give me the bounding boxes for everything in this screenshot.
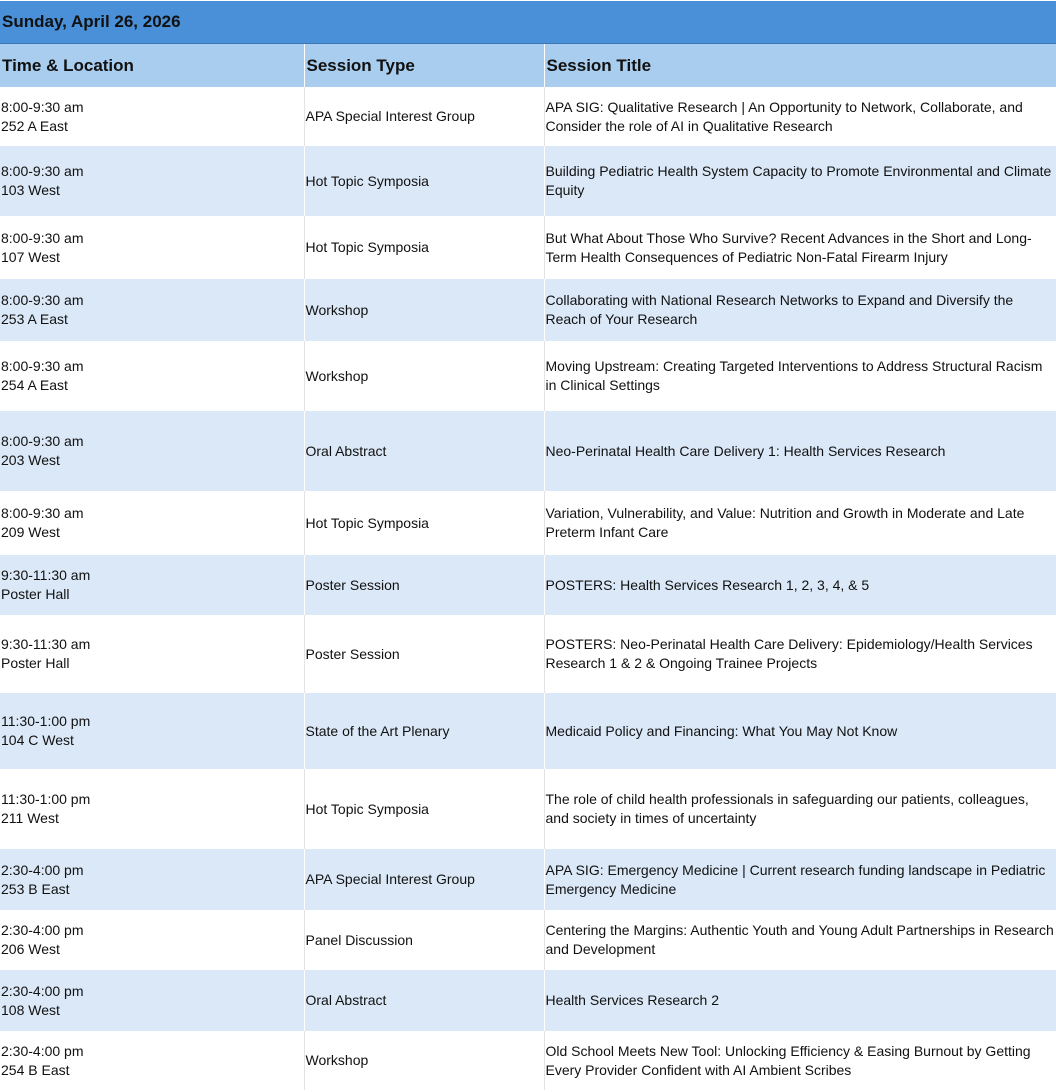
session-time: 11:30-1:00 pm bbox=[1, 791, 91, 807]
time-location-cell bbox=[0, 555, 304, 615]
session-location: Poster Hall bbox=[1, 586, 70, 602]
session-time: 8:00-9:30 am bbox=[1, 163, 84, 179]
session-type-cell: Workshop bbox=[304, 279, 544, 341]
session-type-cell: Poster Session bbox=[304, 555, 544, 615]
time-location-cell bbox=[0, 411, 304, 491]
session-time: 8:00-9:30 am bbox=[1, 292, 84, 308]
table-row bbox=[0, 693, 1056, 769]
time-location-cell bbox=[0, 341, 304, 411]
schedule-table bbox=[0, 44, 1056, 1090]
session-type-cell: Oral Abstract bbox=[304, 411, 544, 491]
session-time: 2:30-4:00 pm bbox=[1, 1042, 84, 1059]
session-time: 2:30-4:00 pm bbox=[1, 861, 84, 878]
session-title-cell: Neo-Perinatal Health Care Delivery 1: Health Services Research bbox=[544, 411, 1056, 491]
session-type-cell: Hot Topic Symposia bbox=[304, 146, 544, 216]
session-title-cell: Building Pediatric Health System Capacity to Promote Environmental and Climate Equity bbox=[544, 146, 1056, 216]
session-time: 11:30-1:00 pm bbox=[1, 713, 91, 729]
session-location: 107 West bbox=[1, 248, 60, 265]
session-time: 8:00-9:30 am bbox=[1, 433, 84, 449]
session-type-cell: Workshop bbox=[304, 341, 544, 411]
session-location: 103 West bbox=[1, 182, 60, 198]
session-title-cell: Health Services Research 2 bbox=[544, 970, 1056, 1031]
time-location-cell bbox=[0, 769, 304, 849]
session-time: 2:30-4:00 pm bbox=[1, 922, 84, 938]
session-type-cell: Hot Topic Symposia bbox=[304, 491, 544, 555]
time-location-cell bbox=[0, 146, 304, 216]
session-type-cell: Poster Session bbox=[304, 615, 544, 693]
table-row bbox=[0, 279, 1056, 341]
table-row bbox=[0, 341, 1056, 411]
session-time: 8:00-9:30 am bbox=[1, 98, 84, 115]
table-row bbox=[0, 769, 1056, 849]
table-row bbox=[0, 491, 1056, 555]
session-title-cell: Moving Upstream: Creating Targeted Interventions to Address Structural Racism in Clinical Settings bbox=[545, 358, 1043, 393]
session-title-cell: APA SIG: Emergency Medicine | Current research funding landscape in Pediatric Emergency Medicine bbox=[544, 849, 1056, 910]
session-location: 104 C West bbox=[1, 732, 74, 748]
session-location: 108 West bbox=[1, 1001, 60, 1018]
session-time: 9:30-11:30 am bbox=[1, 636, 91, 652]
session-title-cell: APA SIG: Qualitative Research | An Opportunity to Network, Collaborate, and Consider the role of AI in Qualitative Research bbox=[545, 98, 1023, 134]
session-title-cell: Centering the Margins: Authentic Youth and Young Adult Partnerships in Research and Development bbox=[545, 922, 1054, 957]
table-row bbox=[0, 615, 1056, 693]
time-location-cell bbox=[0, 216, 304, 279]
session-location: 206 West bbox=[1, 941, 60, 957]
session-type-cell: Hot Topic Symposia bbox=[304, 769, 544, 849]
time-location-cell bbox=[0, 849, 304, 910]
session-type-cell: APA Special Interest Group bbox=[304, 87, 544, 146]
time-location-cell bbox=[0, 87, 304, 146]
session-type-cell: State of the Art Plenary bbox=[304, 693, 544, 769]
session-location: 252 A East bbox=[1, 117, 68, 134]
session-location: 253 A East bbox=[1, 311, 68, 327]
session-location: 254 A East bbox=[1, 377, 68, 393]
session-title-cell: Medicaid Policy and Financing: What You May Not Know bbox=[544, 693, 1056, 769]
schedule-body bbox=[0, 87, 1056, 1090]
table-row bbox=[0, 216, 1056, 279]
session-type-cell: Hot Topic Symposia bbox=[304, 216, 544, 279]
table-row bbox=[0, 849, 1056, 910]
table-row bbox=[0, 411, 1056, 491]
session-title-cell: Collaborating with National Research Networks to Expand and Diversify the Reach of Your Research bbox=[544, 279, 1056, 341]
column-header-row bbox=[0, 44, 1056, 87]
session-location: 209 West bbox=[1, 524, 60, 540]
column-header-time-location: Time & Location bbox=[0, 44, 304, 87]
time-location-cell bbox=[0, 910, 304, 970]
session-location: 203 West bbox=[1, 452, 60, 468]
session-title-cell: The role of child health professionals in safeguarding our patients, colleagues, and society in times of uncertainty bbox=[545, 791, 1029, 826]
time-location-cell bbox=[0, 970, 304, 1031]
time-location-cell bbox=[0, 693, 304, 769]
session-location: 211 West bbox=[1, 810, 59, 826]
table-row bbox=[0, 555, 1056, 615]
session-time: 2:30-4:00 pm bbox=[1, 982, 84, 999]
table-row bbox=[0, 970, 1056, 1031]
time-location-cell bbox=[0, 491, 304, 555]
date-header: Sunday, April 26, 2026 bbox=[0, 1, 1056, 44]
session-type-cell: Workshop bbox=[304, 1031, 544, 1090]
table-row bbox=[0, 87, 1056, 146]
session-type-cell: Panel Discussion bbox=[304, 910, 544, 970]
column-header-session-title: Session Title bbox=[544, 44, 1056, 87]
session-title-cell: POSTERS: Neo-Perinatal Health Care Delivery: Epidemiology/Health Services Research 1 & 2 & Ongoing Trainee Projects bbox=[545, 636, 1033, 671]
session-location: 253 B East bbox=[1, 880, 70, 897]
session-title-cell: But What About Those Who Survive? Recent Advances in the Short and Long-Term Health Consequences of Pediatric Non-Fatal Firearm Injury bbox=[545, 229, 1032, 265]
time-location-cell bbox=[0, 279, 304, 341]
session-time: 8:00-9:30 am bbox=[1, 229, 84, 246]
session-title-cell: Variation, Vulnerability, and Value: Nutrition and Growth in Moderate and Late Preterm Infant Care bbox=[545, 505, 1025, 540]
session-title-cell: Old School Meets New Tool: Unlocking Efficiency & Easing Burnout by Getting Every Provider Confident with AI Ambient Scribes bbox=[545, 1042, 1031, 1078]
session-location: Poster Hall bbox=[1, 655, 70, 671]
column-header-session-type: Session Type bbox=[304, 44, 544, 87]
time-location-cell bbox=[0, 1031, 304, 1090]
session-time: 8:00-9:30 am bbox=[1, 505, 84, 521]
session-location: 254 B East bbox=[1, 1061, 70, 1078]
session-type-cell: Oral Abstract bbox=[304, 970, 544, 1031]
time-location-cell bbox=[0, 615, 304, 693]
schedule-page bbox=[0, 1, 1056, 1092]
table-row bbox=[0, 910, 1056, 970]
table-row bbox=[0, 1031, 1056, 1090]
session-time: 8:00-9:30 am bbox=[1, 358, 84, 374]
table-row bbox=[0, 146, 1056, 216]
session-type-cell: APA Special Interest Group bbox=[304, 849, 544, 910]
session-time: 9:30-11:30 am bbox=[1, 567, 91, 583]
session-title-cell: POSTERS: Health Services Research 1, 2, 3, 4, & 5 bbox=[544, 555, 1056, 615]
